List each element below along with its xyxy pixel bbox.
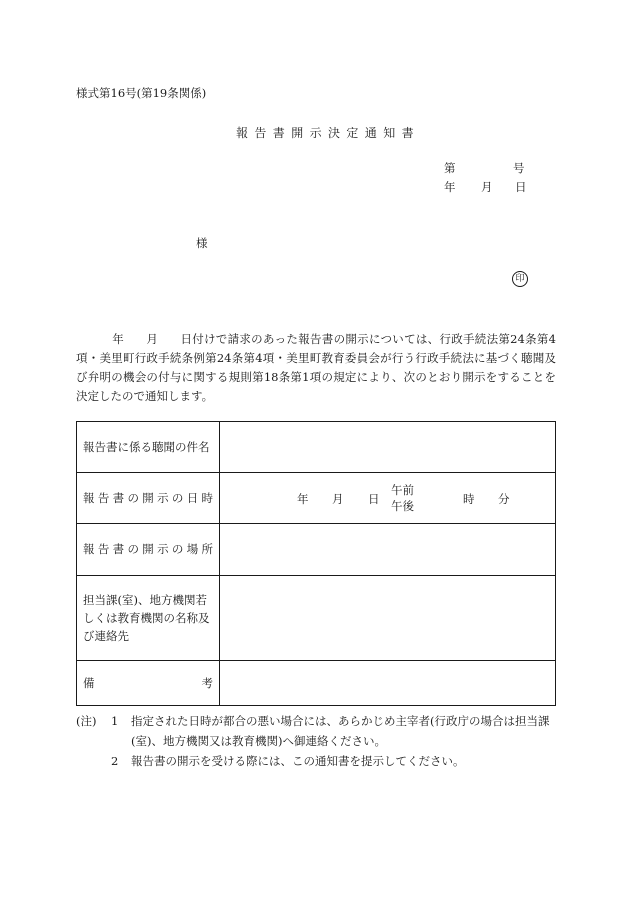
datetime-label-text-char: 示 <box>157 491 169 506</box>
form-number: 様式第16号(第19条関係) <box>76 86 207 100</box>
dt-month: 月 <box>332 492 344 507</box>
datetime-label-text-char: 開 <box>142 491 154 506</box>
place-label-text-char: の <box>171 542 184 557</box>
note-text: 報告書の開示を受ける際には、この通知書を提示してください。 <box>131 754 465 768</box>
place-value[interactable] <box>220 524 556 575</box>
table-row-place <box>77 524 556 575</box>
remarks-label-1: 備 <box>83 675 95 690</box>
table-row-subject <box>77 422 556 473</box>
doc-number-suffix: 号 <box>513 161 525 175</box>
notice-table <box>76 421 556 706</box>
contact-value[interactable] <box>220 575 556 660</box>
notes-section <box>76 711 561 771</box>
datetime-label-text-char: の <box>171 491 184 506</box>
place-label <box>77 524 220 575</box>
datetime-label-text-char: 日 <box>186 491 199 506</box>
place-label-text-char: 示 <box>157 542 169 557</box>
table-row-remarks <box>77 660 556 705</box>
dt-day: 日 <box>368 492 380 507</box>
notice-body <box>76 330 556 406</box>
body-month: 月 <box>146 332 159 346</box>
datetime-label <box>77 473 220 524</box>
contact-label: 担当課(室)、地方機関若しくは教育機関の名称及び連絡先 <box>77 575 220 660</box>
datetime-label-text-char: 報 <box>83 491 95 506</box>
note-number: 1 <box>111 714 119 728</box>
notes-head: (注) <box>76 714 97 728</box>
document-title: 報告書開示決定通知書 <box>236 126 421 140</box>
note-item <box>76 751 561 771</box>
place-label-text-char: 所 <box>201 542 213 557</box>
seal-mark: 印 <box>512 271 528 287</box>
note-text: 指定された日時が都合の悪い場合には、あらかじめ主宰者(行政庁の場合は担当課(室)、地方機関又は教育機関)へ御連絡ください。 <box>131 714 550 748</box>
table-row-contact <box>77 575 556 660</box>
recipient-suffix: 様 <box>196 236 208 250</box>
datetime-label-text-char: 告 <box>97 491 110 506</box>
note-item <box>76 711 561 751</box>
place-label-text-char: 告 <box>97 542 110 557</box>
doc-date-day: 日 <box>515 180 527 194</box>
remarks-label <box>77 660 220 705</box>
subject-value[interactable] <box>220 422 556 473</box>
subject-label: 報告書に係る聴聞の件名 <box>77 422 220 473</box>
datetime-label-text-char: の <box>127 491 139 506</box>
place-label-text-char: の <box>127 542 139 557</box>
datetime-label-text <box>83 490 213 506</box>
dt-am: 午前 <box>391 483 414 498</box>
place-label-text-char: 書 <box>112 542 125 557</box>
place-label-text <box>83 541 213 557</box>
table-row-datetime <box>77 473 556 524</box>
doc-number-prefix: 第 <box>444 161 456 175</box>
dt-minute: 分 <box>498 492 510 507</box>
dt-pm: 午後 <box>391 499 414 514</box>
datetime-label-text-char: 時 <box>201 491 213 506</box>
remarks-label-2: 考 <box>201 675 213 690</box>
place-label-text-char: 開 <box>142 542 154 557</box>
remarks-value[interactable] <box>220 660 556 705</box>
doc-date-year: 年 <box>444 180 456 194</box>
body-year: 年 <box>112 332 125 346</box>
datetime-label-text-char: 書 <box>112 491 125 506</box>
dt-year: 年 <box>297 492 309 507</box>
place-label-text-char: 場 <box>186 542 199 557</box>
doc-date-month: 月 <box>481 180 493 194</box>
place-label-text-char: 報 <box>83 542 95 557</box>
note-number: 2 <box>111 754 119 768</box>
body-text: 日付けで請求のあった報告書の開示については、行政手続法第24条第4項・美里町行政手続条例第24条第4項・美里町教育委員会が行う行政手続法に基づく聴聞及び弁明の機会の付与に関する規則第18条第1項の規定により、次のとおり開示をすることを決定したので通知します。 <box>76 332 556 403</box>
datetime-value[interactable] <box>220 473 556 524</box>
dt-hour: 時 <box>463 492 475 507</box>
